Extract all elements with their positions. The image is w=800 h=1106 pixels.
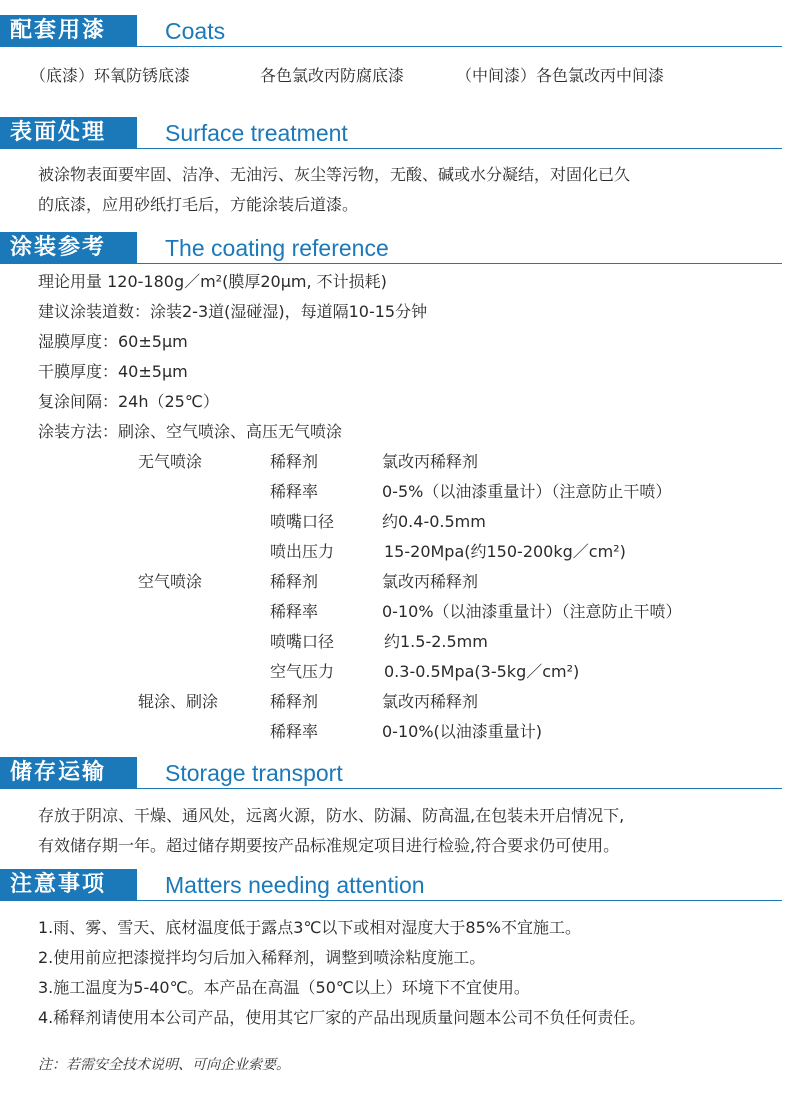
param-label: 稀释率 [270,602,319,621]
param-value: 0-10%(以油漆重量计) [382,722,543,741]
section-title-cn: 配套用漆 [0,15,137,47]
section-title-en: Matters needing attention [165,872,425,898]
coat-item-intermediate: （中间漆）各色氯改丙中间漆 [456,66,665,85]
section-title-cn: 储存运输 [0,757,137,789]
coating-methods: 涂装方法：刷涂、空气喷涂、高压无气喷涂 [38,422,343,441]
section-title-en: The coating reference [165,235,389,261]
section-divider [137,900,782,901]
param-label: 稀释剂 [270,692,319,711]
dry-film-thickness: 干膜厚度：40±5μm [38,362,188,381]
method-name-airless: 无气喷涂 [138,452,203,471]
method-name-air: 空气喷涂 [138,572,203,591]
paragraph-line: 被涂物表面要牢固、洁净、无油污、灰尘等污物，无酸、碱或水分凝结，对固化已久 [38,165,631,184]
section-title-cn: 涂装参考 [0,232,137,264]
section-divider [137,263,782,264]
section-title-en: Surface treatment [165,120,348,146]
param-label: 稀释率 [270,722,319,741]
param-label: 喷出压力 [270,542,335,561]
attention-list [38,913,645,1033]
method-name-roller-brush: 辊涂、刷涂 [138,692,219,711]
param-value: 氯改丙稀释剂 [382,572,479,591]
param-label: 稀释剂 [270,452,319,471]
coat-item-primer: （底漆）环氧防锈底漆 [30,66,191,85]
recoat-interval: 复涂间隔：24h（25℃） [38,392,219,411]
section-divider [137,148,782,149]
param-label: 喷嘴口径 [270,632,335,651]
section-title-cn: 注意事项 [0,869,137,901]
param-label: 稀释率 [270,482,319,501]
param-value: 0-5%（以油漆重量计）（注意防止干喷） [382,482,672,501]
section-title-en: Coats [165,18,226,44]
section-header-storage [0,757,782,789]
param-label: 稀释剂 [270,572,319,591]
paragraph-line: 的底漆，应用砂纸打毛后，方能涂装后道漆。 [38,195,359,214]
section-header-reference [0,232,782,264]
param-value: 约1.5-2.5mm [384,632,488,651]
section-header-surface [0,117,782,149]
section-title-en: Storage transport [165,760,343,786]
theoretical-usage: 理论用量 120-180g／m²(膜厚20μm, 不计损耗) [38,272,387,291]
attention-item: 3.施工温度为5-40℃。本产品在高温（50℃以上）环境下不宜使用。 [38,978,530,997]
storage-paragraph [38,801,624,861]
section-header-coats [0,15,782,47]
surface-paragraph [38,160,630,220]
param-label: 空气压力 [270,662,335,681]
section-title-cn: 表面处理 [0,117,137,149]
section-divider [137,788,782,789]
paragraph-line: 有效储存期一年。超过储存期要按产品标准规定项目进行检验,符合要求仍可使用。 [38,836,620,855]
section-header-attention [0,869,782,901]
attention-item: 1.雨、雾、雪天、底材温度低于露点3℃以下或相对湿度大于85%不宜施工。 [38,918,581,937]
param-value: 15-20Mpa(约150-200kg／cm²) [384,542,626,561]
recommended-coats: 建议涂装道数：涂装2-3道(湿碰湿)，每道隔10-15分钟 [38,302,428,321]
wet-film-thickness: 湿膜厚度：60±5μm [38,332,188,351]
param-value: 约0.4-0.5mm [382,512,486,531]
coat-item-anticorrosion: 各色氯改丙防腐底漆 [260,66,405,85]
param-value: 氯改丙稀释剂 [382,692,479,711]
footnote: 注：若需安全技术说明、可向企业索要。 [38,1057,290,1073]
paragraph-line: 存放于阴凉、干燥、通风处，远离火源，防水、防漏、防高温,在包装未开启情况下, [38,806,625,825]
param-value: 氯改丙稀释剂 [382,452,479,471]
param-value: 0-10%（以油漆重量计）（注意防止干喷） [382,602,682,621]
param-label: 喷嘴口径 [270,512,335,531]
attention-item: 2.使用前应把漆搅拌均匀后加入稀释剂，调整到喷涂粘度施工。 [38,948,486,967]
section-divider [137,46,782,47]
param-value: 0.3-0.5Mpa(3-5kg／cm²) [384,662,580,681]
attention-item: 4.稀释剂请使用本公司产品，使用其它厂家的产品出现质量问题本公司不负任何责任。 [38,1008,646,1027]
